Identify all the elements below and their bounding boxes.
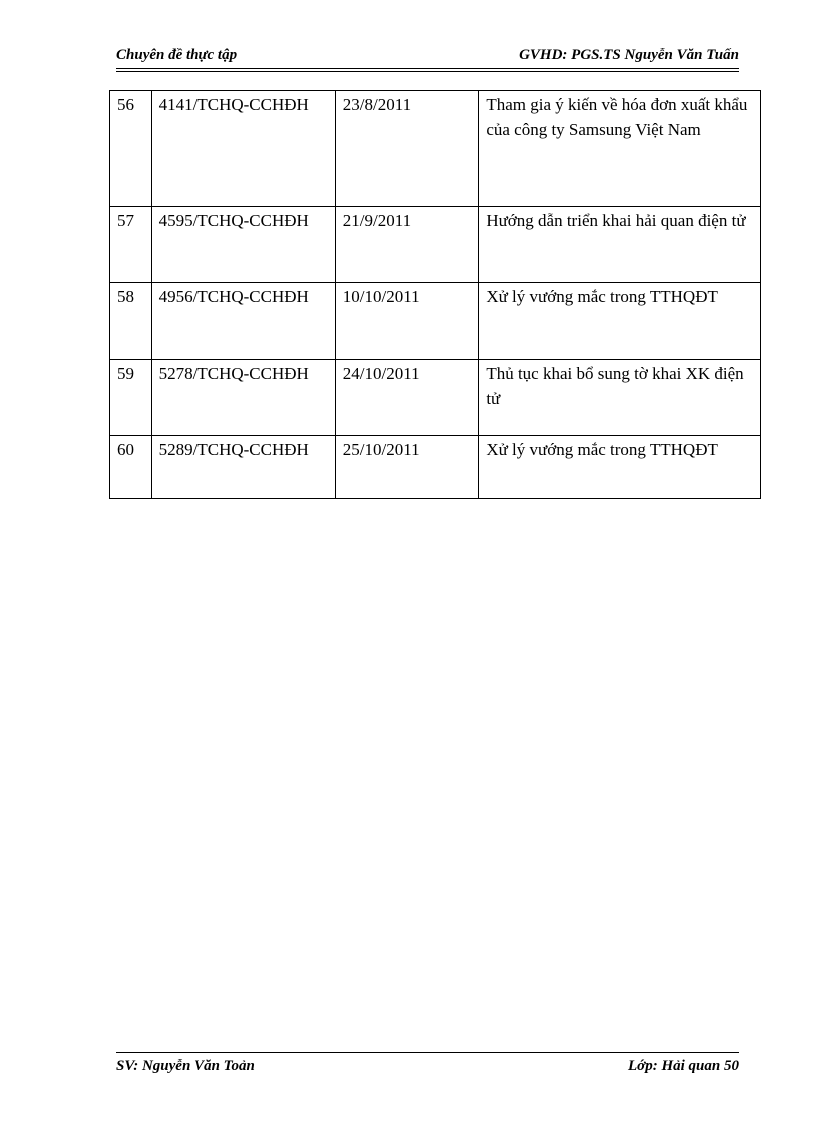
- table-row: [110, 207, 761, 283]
- row-number: 56: [110, 91, 152, 207]
- row-number: 58: [110, 283, 152, 360]
- row-number: 60: [110, 436, 152, 499]
- header-topic: Chuyên đề thực tập: [116, 47, 238, 63]
- page-footer: [116, 1052, 739, 1079]
- document-description: Xử lý vướng mắc trong TTHQĐT: [479, 283, 761, 360]
- row-number: 57: [110, 207, 152, 283]
- table-row: [110, 360, 761, 436]
- document-description: Xử lý vướng mắc trong TTHQĐT: [479, 436, 761, 499]
- document-description: Thủ tục khai bổ sung tờ khai XK điện tử: [479, 360, 761, 436]
- document-date: 10/10/2011: [335, 283, 479, 360]
- page-header: [116, 47, 739, 69]
- table-row: [110, 283, 761, 360]
- document-date: 21/9/2011: [335, 207, 479, 283]
- document-date: 25/10/2011: [335, 436, 479, 499]
- document-description: Hướng dẫn triển khai hải quan điện tử: [479, 207, 761, 283]
- row-number: 59: [110, 360, 152, 436]
- footer-student: SV: Nguyễn Văn Toản: [116, 1058, 255, 1074]
- document-description: Tham gia ý kiến về hóa đơn xuất khẩu của công ty Samsung Việt Nam: [479, 91, 761, 207]
- document-table: [109, 90, 761, 499]
- document-date: 23/8/2011: [335, 91, 479, 207]
- document-number: 4595/TCHQ-CCHĐH: [151, 207, 335, 283]
- footer-class: Lớp: Hải quan 50: [628, 1058, 739, 1074]
- header-supervisor: GVHD: PGS.TS Nguyễn Văn Tuấn: [519, 47, 739, 63]
- document-number: 5289/TCHQ-CCHĐH: [151, 436, 335, 499]
- document-number: 5278/TCHQ-CCHĐH: [151, 360, 335, 436]
- table-row: [110, 91, 761, 207]
- table-row: [110, 436, 761, 499]
- document-number: 4956/TCHQ-CCHĐH: [151, 283, 335, 360]
- document-number: 4141/TCHQ-CCHĐH: [151, 91, 335, 207]
- document-date: 24/10/2011: [335, 360, 479, 436]
